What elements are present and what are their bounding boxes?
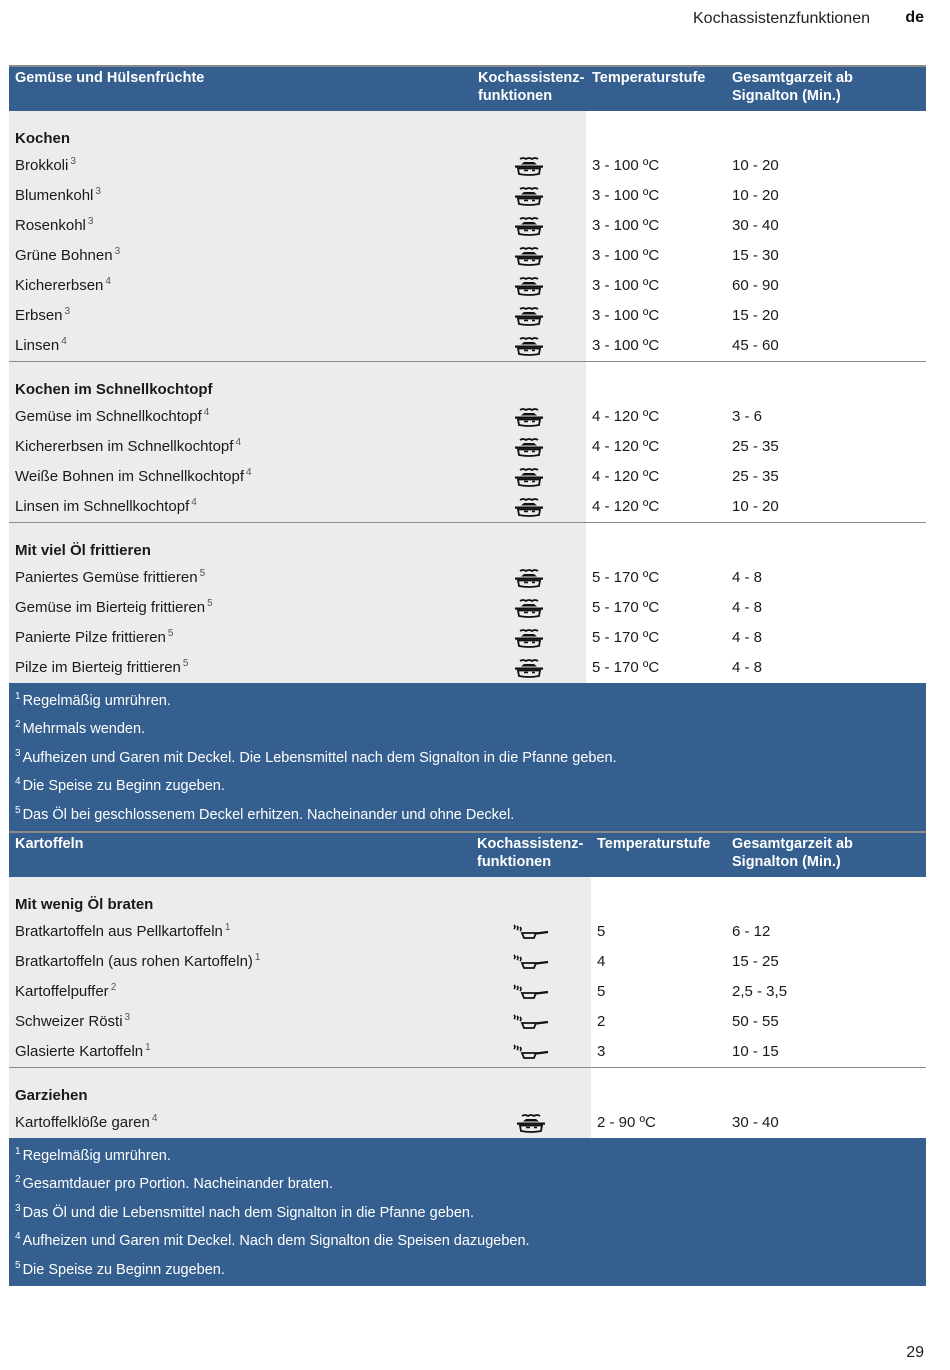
food-cell (9, 593, 472, 623)
group-label: Mit wenig Öl braten (9, 877, 471, 917)
assist-function-cell (471, 1037, 591, 1068)
assist-function-cell (472, 432, 586, 462)
header-temperature (586, 66, 726, 111)
assist-function-cell (471, 1108, 591, 1138)
temperature-value: 3 - 100 ºC (586, 211, 726, 241)
table-row (9, 271, 926, 301)
temperature-value: 5 - 170 ºC (586, 593, 726, 623)
pot-sensor-icon (513, 408, 545, 425)
header-cooking-assist-text: Kochassistenz- funktionen (477, 836, 584, 870)
footnote-ref: 4 (61, 336, 67, 347)
group-row (9, 111, 926, 151)
footnote-ref: 4 (246, 467, 252, 478)
time-value: 15 - 25 (726, 947, 926, 977)
food-name: Pilze im Bierteig frittieren (15, 659, 181, 676)
pot-sensor-icon (513, 157, 545, 174)
footnote-ref: 3 (70, 156, 76, 167)
empty-cell (726, 1068, 926, 1109)
assist-function-cell (472, 271, 586, 301)
empty-cell (726, 362, 926, 403)
empty-cell (471, 877, 591, 917)
header-category (9, 832, 471, 877)
table-row (9, 402, 926, 432)
table-row (9, 151, 926, 181)
food-cell (9, 653, 472, 683)
food-cell (9, 402, 472, 432)
header-temperature-text: Temperaturstufe (592, 70, 706, 86)
food-cell (9, 917, 471, 947)
pot-sensor-icon (513, 438, 545, 455)
group-label: Garziehen (9, 1068, 471, 1109)
footnote-ref: 1 (145, 1042, 151, 1053)
header-category-text: Gemüse und Hülsenfrüchte (15, 70, 205, 86)
assist-function-cell (472, 623, 586, 653)
time-value: 30 - 40 (726, 211, 926, 241)
table-row (9, 331, 926, 362)
empty-cell (726, 111, 926, 151)
footnote (15, 1256, 920, 1284)
header-total-time-text: Gesamtgarzeit ab Signalton (Min.) (732, 836, 853, 870)
food-cell (9, 1037, 471, 1068)
footnote-ref: 5 (199, 568, 206, 579)
frying-pan-sensor-icon (512, 983, 550, 1000)
header-total-time (726, 832, 926, 877)
temperature-value: 4 (591, 947, 726, 977)
frying-pan-sensor-icon (512, 1043, 550, 1060)
header-total-time-text: Gesamtgarzeit ab Signalton (Min.) (732, 70, 853, 104)
time-value: 45 - 60 (726, 331, 926, 362)
temperature-value: 3 (591, 1037, 726, 1068)
header-temperature-text: Temperaturstufe (597, 836, 711, 852)
footnotes-row (9, 1138, 926, 1286)
assist-function-cell (472, 151, 586, 181)
food-cell (9, 331, 472, 362)
group-label: Kochen im Schnellkochtopf (9, 362, 472, 403)
temperature-value: 4 - 120 ºC (586, 402, 726, 432)
table-row (9, 917, 926, 947)
time-value: 10 - 15 (726, 1037, 926, 1068)
table-row (9, 1007, 926, 1037)
food-name: Weiße Bohnen im Schnellkochtopf (15, 468, 245, 485)
food-name: Paniertes Gemüse frittieren (15, 569, 198, 586)
table-row (9, 593, 926, 623)
pot-sensor-icon (513, 599, 545, 616)
food-name: Schweizer Rösti (15, 1013, 123, 1030)
footnote-ref: 3 (95, 186, 101, 197)
empty-cell (586, 523, 726, 564)
group-row (9, 362, 926, 403)
temperature-value: 5 - 170 ºC (586, 653, 726, 683)
food-cell (9, 432, 472, 462)
time-value: 10 - 20 (726, 151, 926, 181)
frying-pan-sensor-icon (512, 953, 550, 970)
time-value: 4 - 8 (726, 653, 926, 683)
header-cooking-assist (472, 66, 586, 111)
temperature-value: 3 - 100 ºC (586, 271, 726, 301)
header-total-time (726, 66, 926, 111)
empty-cell (472, 523, 586, 564)
assist-function-cell (472, 462, 586, 492)
footnote-text: Das Öl und die Lebensmittel nach dem Signalton in die Pfanne geben. (22, 1204, 474, 1221)
table-row (9, 623, 926, 653)
pot-sensor-icon (513, 468, 545, 485)
table-header-row (9, 832, 926, 877)
temperature-value: 3 - 100 ºC (586, 181, 726, 211)
assist-function-cell (471, 947, 591, 977)
food-name: Gemüse im Bierteig frittieren (15, 599, 206, 616)
footnote-text: Mehrmals wenden. (22, 721, 146, 738)
time-value: 10 - 20 (726, 181, 926, 211)
time-value: 2,5 - 3,5 (726, 977, 926, 1007)
food-name: Kichererbsen (15, 277, 104, 294)
footnote-text: Die Speise zu Beginn zugeben. (22, 1261, 225, 1278)
time-value: 4 - 8 (726, 593, 926, 623)
pot-sensor-icon (513, 629, 545, 646)
temperature-value: 5 (591, 977, 726, 1007)
temperature-value: 3 - 100 ºC (586, 301, 726, 331)
potatoes-table (9, 831, 926, 1286)
food-name: Brokkoli (15, 157, 69, 174)
food-name: Bratkartoffeln (aus rohen Kartoffeln) (15, 953, 253, 970)
footnote-number: 5 (15, 1259, 21, 1271)
table-row (9, 211, 926, 241)
footnote-ref: 4 (203, 407, 210, 418)
assist-function-cell (472, 331, 586, 362)
footnote (15, 715, 920, 743)
footnote-ref: 3 (64, 306, 71, 317)
empty-cell (472, 362, 586, 403)
time-value: 3 - 6 (726, 402, 926, 432)
empty-cell (726, 523, 926, 564)
footnote (15, 687, 920, 715)
temperature-value: 5 - 170 ºC (586, 563, 726, 593)
footnote-number: 1 (15, 691, 21, 702)
empty-cell (472, 111, 586, 151)
footnote-text: Regelmäßig umrühren. (22, 693, 171, 709)
pot-sensor-icon (513, 187, 545, 204)
footnote (15, 801, 920, 829)
table-row (9, 977, 926, 1007)
assist-function-cell (471, 977, 591, 1007)
food-name: Rosenkohl (15, 217, 86, 234)
footnotes (9, 1138, 926, 1286)
food-name: Kartoffelklöße garen (15, 1114, 150, 1131)
food-cell (9, 492, 472, 523)
header-category-text: Kartoffeln (15, 836, 84, 852)
footnote-text: Die Speise zu Beginn zugeben. (22, 778, 225, 795)
temperature-value: 2 - 90 ºC (591, 1108, 726, 1138)
empty-cell (586, 111, 726, 151)
empty-cell (591, 1068, 726, 1109)
table-row (9, 301, 926, 331)
food-cell (9, 271, 472, 301)
temperature-value: 3 - 100 ºC (586, 151, 726, 181)
food-name: Kichererbsen im Schnellkochtopf (15, 438, 234, 455)
food-name: Bratkartoffeln aus Pellkartoffeln (15, 923, 223, 940)
table-row (9, 1108, 926, 1138)
time-value: 4 - 8 (726, 623, 926, 653)
time-value: 30 - 40 (726, 1108, 926, 1138)
header-cooking-assist (471, 832, 591, 877)
frying-pan-sensor-icon (512, 923, 550, 940)
pot-sensor-icon (513, 307, 545, 324)
group-row (9, 877, 926, 917)
table-row (9, 1037, 926, 1068)
footnote-ref: 4 (235, 437, 242, 448)
footnote-text: Aufheizen und Garen mit Deckel. Die Lebensmittel nach dem Signalton in die Pfanne geben. (22, 749, 617, 766)
table-row (9, 947, 926, 977)
footnote-ref: 3 (124, 1012, 131, 1023)
footnote (15, 1227, 920, 1255)
time-value: 10 - 20 (726, 492, 926, 523)
time-value: 25 - 35 (726, 432, 926, 462)
table-row (9, 492, 926, 523)
footnote (15, 1170, 920, 1198)
pot-sensor-icon (513, 217, 545, 234)
time-value: 4 - 8 (726, 563, 926, 593)
header-cooking-assist-text: Kochassistenz- funktionen (478, 70, 585, 104)
footnotes (9, 683, 926, 831)
footnote-number: 3 (15, 747, 21, 759)
footnote (15, 772, 920, 800)
food-cell (9, 181, 472, 211)
footnote-ref: 3 (87, 216, 94, 227)
food-name: Linsen im Schnellkochtopf (15, 498, 190, 515)
pot-sensor-icon (513, 277, 545, 294)
time-value: 60 - 90 (726, 271, 926, 301)
temperature-value: 4 - 120 ºC (586, 462, 726, 492)
food-name: Glasierte Kartoffeln (15, 1043, 144, 1060)
temperature-value: 2 (591, 1007, 726, 1037)
pot-sensor-icon (513, 247, 545, 264)
pot-sensor-icon (513, 569, 545, 586)
footnote-text: Regelmäßig umrühren. (22, 1148, 171, 1164)
footnote-number: 4 (15, 1231, 21, 1243)
footnote-text: Aufheizen und Garen mit Deckel. Nach dem Signalton die Speisen dazugeben. (22, 1233, 530, 1250)
footnote-number: 4 (15, 776, 21, 788)
food-name: Panierte Pilze frittieren (15, 629, 166, 646)
food-name: Linsen (15, 337, 60, 354)
assist-function-cell (471, 1007, 591, 1037)
assist-function-cell (472, 402, 586, 432)
footnote-ref: 1 (254, 952, 261, 963)
empty-cell (471, 1068, 591, 1109)
food-name: Kartoffelpuffer (15, 983, 109, 1000)
vegetables-legumes-table (9, 65, 926, 831)
frying-pan-sensor-icon (512, 1013, 550, 1030)
table-row (9, 462, 926, 492)
table-row (9, 432, 926, 462)
food-name: Blumenkohl (15, 187, 94, 204)
assist-function-cell (472, 241, 586, 271)
time-value: 15 - 30 (726, 241, 926, 271)
time-value: 6 - 12 (726, 917, 926, 947)
group-row (9, 523, 926, 564)
assist-function-cell (472, 653, 586, 683)
assist-function-cell (472, 593, 586, 623)
food-cell (9, 947, 471, 977)
food-cell (9, 1007, 471, 1037)
temperature-value: 4 - 120 ºC (586, 492, 726, 523)
assist-function-cell (471, 917, 591, 947)
footnote (15, 1199, 920, 1227)
footnote (15, 1142, 920, 1170)
temperature-value: 4 - 120 ºC (586, 432, 726, 462)
table-row (9, 653, 926, 683)
page-number: 29 (906, 1344, 924, 1361)
footnote-ref: 1 (224, 922, 231, 933)
footnote-ref: 3 (114, 246, 121, 257)
temperature-value: 3 - 100 ºC (586, 241, 726, 271)
food-name: Gemüse im Schnellkochtopf (15, 408, 202, 425)
page-header (0, 8, 950, 30)
pot-sensor-icon (513, 337, 545, 354)
empty-cell (591, 877, 726, 917)
group-row (9, 1068, 926, 1109)
group-label: Kochen (9, 111, 472, 151)
group-label: Mit viel Öl frittieren (9, 523, 472, 564)
footnote-ref: 5 (167, 628, 174, 639)
language-code: de (905, 9, 924, 26)
footnote-text: Das Öl bei geschlossenem Deckel erhitzen. Nacheinander und ohne Deckel. (22, 806, 515, 823)
footnote-ref: 4 (105, 276, 111, 287)
header-category (9, 66, 472, 111)
footnote-number: 3 (15, 1202, 21, 1214)
empty-cell (586, 362, 726, 403)
table-row (9, 563, 926, 593)
table-header-row (9, 66, 926, 111)
footnote-number: 1 (15, 1146, 21, 1157)
time-value: 25 - 35 (726, 462, 926, 492)
food-cell (9, 623, 472, 653)
temperature-value: 5 - 170 ºC (586, 623, 726, 653)
assist-function-cell (472, 492, 586, 523)
food-cell (9, 301, 472, 331)
footnote-ref: 2 (110, 982, 117, 993)
footnote-number: 2 (15, 719, 21, 731)
footnote-ref: 4 (191, 497, 197, 508)
food-cell (9, 241, 472, 271)
pot-sensor-icon (513, 659, 545, 676)
food-cell (9, 211, 472, 241)
assist-function-cell (472, 301, 586, 331)
section-title: Kochassistenzfunktionen (693, 10, 870, 27)
header-temperature (591, 832, 726, 877)
footnote-text: Gesamtdauer pro Portion. Nacheinander braten. (22, 1176, 333, 1193)
footnote-number: 2 (15, 1174, 21, 1186)
food-name: Erbsen (15, 307, 63, 324)
time-value: 15 - 20 (726, 301, 926, 331)
food-cell (9, 1108, 471, 1138)
assist-function-cell (472, 563, 586, 593)
pot-sensor-icon (515, 1114, 547, 1131)
temperature-value: 3 - 100 ºC (586, 331, 726, 362)
table-row (9, 241, 926, 271)
assist-function-cell (472, 211, 586, 241)
pot-sensor-icon (513, 498, 545, 515)
footnote-ref: 5 (182, 658, 189, 669)
time-value: 50 - 55 (726, 1007, 926, 1037)
temperature-value: 5 (591, 917, 726, 947)
assist-function-cell (472, 181, 586, 211)
empty-cell (726, 877, 926, 917)
footnote (15, 744, 920, 772)
footnote-ref: 4 (151, 1113, 158, 1124)
food-cell (9, 563, 472, 593)
footnote-number: 5 (15, 804, 21, 816)
footnote-ref: 5 (207, 598, 213, 609)
table-row (9, 181, 926, 211)
food-cell (9, 977, 471, 1007)
food-cell (9, 151, 472, 181)
footnotes-row (9, 683, 926, 831)
food-name: Grüne Bohnen (15, 247, 113, 264)
food-cell (9, 462, 472, 492)
